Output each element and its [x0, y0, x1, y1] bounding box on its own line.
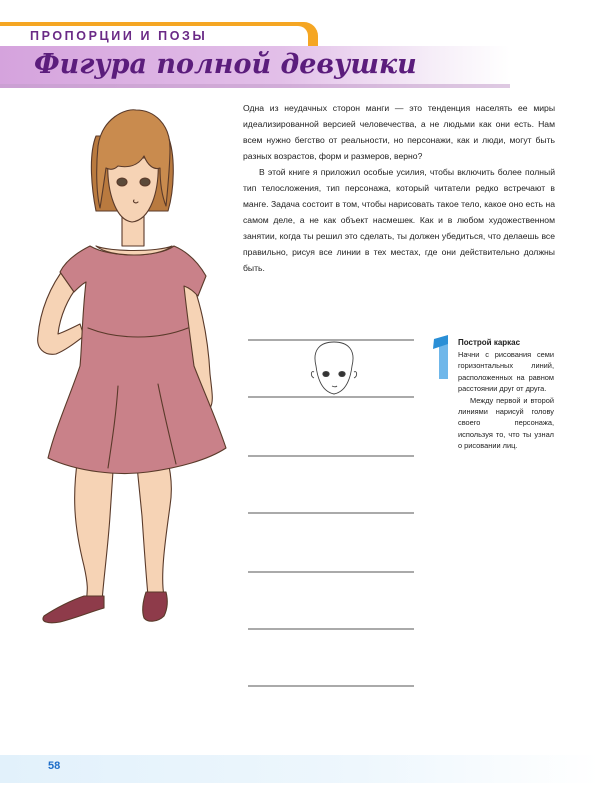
page-title: Фигура полной девушки	[34, 49, 417, 80]
step-heading: Построй каркас	[458, 338, 521, 347]
section-label: ПРОПОРЦИИ И ПОЗЫ	[30, 29, 208, 43]
step-number-1	[428, 335, 454, 381]
proportion-guide-lines	[248, 336, 414, 696]
page-number: 58	[48, 760, 61, 772]
right-leg	[136, 456, 171, 596]
intro-text	[243, 100, 555, 276]
left-leg	[75, 456, 114, 601]
step-paragraph-2: Между первой и второй линиями нарисуй голову своего персонажа, используя то, что ты узнал о рисовании лиц.	[458, 396, 554, 450]
head-sketch	[311, 342, 356, 394]
step-1-text	[458, 337, 554, 451]
left-shoe	[43, 596, 104, 623]
intro-paragraph-2: В этой книге я приложил особые усилия, чтобы включить более полный тип телосложения, тип персонажа, который читатели редко встречают в манге. Задача состоит в том, чтобы нарисовать такое тело, какое оно есть на самом деле, а не как объект насмешек. Как и в любом художественном занятии, когда ты решил это сделать, ты должен убедиться, что делаешь все правильно, рисуя все линии в тех местах, где они действительно должны быть.	[243, 167, 555, 273]
step-paragraph-1: Начни с рисования семи горизонтальных линий, расположенных на равном расстоянии друг от друга.	[458, 350, 554, 393]
right-shoe	[143, 592, 168, 621]
left-eye	[117, 178, 127, 186]
intro-paragraph-1: Одна из неудачных сторон манги — это тенденция населять ее миры идеализированной версией человечества, а не людьми как они есть. Нам всем нужно бегство от реальности, но персонажи, как и люди, могут быть разных возрастов, форм и размеров, верно?	[243, 103, 555, 161]
full-figure-illustration	[18, 96, 238, 626]
title-band-shade	[0, 84, 510, 88]
right-eye	[140, 178, 150, 186]
footer-band	[0, 755, 600, 783]
